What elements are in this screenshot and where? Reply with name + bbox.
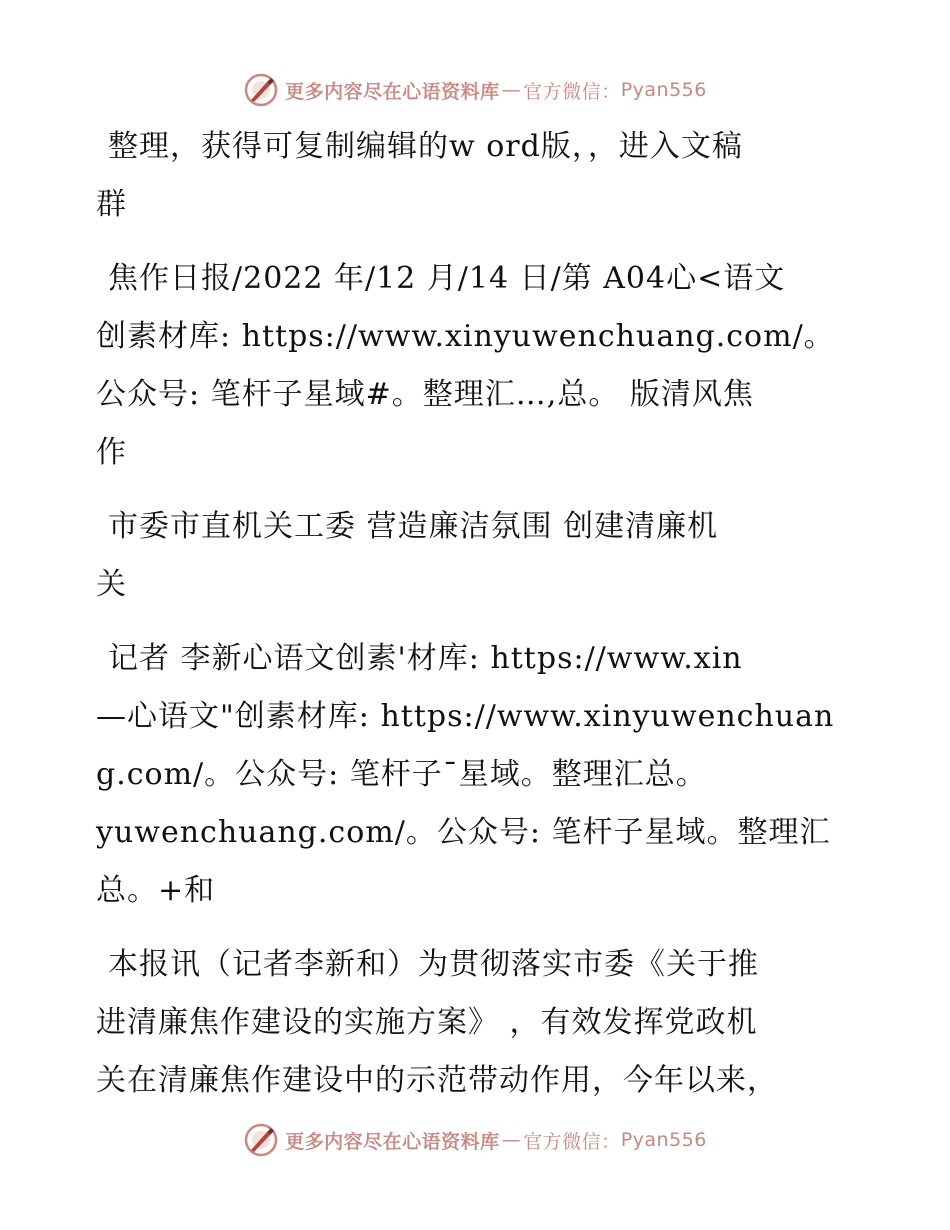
pen-logo-icon — [243, 1122, 279, 1158]
document-body — [96, 118, 856, 1126]
header-watermark — [0, 70, 950, 110]
paragraph-5-text: 本报讯（记者李新和）为贯彻落实市委《关于推 进清廉焦作建设的实施方案》 ，有效发挥党政机 关在清廉焦作建设中的示范带动作用，今年以来， — [96, 947, 778, 1098]
paragraph-3-text: 市委市直机关工委 营造廉洁氛围 创建清廉机 关 — [96, 509, 719, 602]
watermark-separator: — — [501, 79, 522, 101]
paragraph-2 — [96, 250, 856, 482]
paragraph-1-text: 整理，获得可复制编辑的w ord版，，进入文稿 群 — [96, 129, 743, 222]
watermark-text — [285, 1127, 707, 1154]
paragraph-3 — [96, 498, 856, 614]
paragraph-2-text: 焦作日报/2022 年/12 月/14 日/第 A04心<语文 创素材库: https://www.xinyuwenchuang.com/。 公众号: 笔杆子星域#。整理汇…,总。 版清风焦 作 — [96, 261, 835, 470]
watermark-site-text: 更多内容尽在心语资料库 — [285, 80, 500, 103]
watermark-official-text: 官方微信： — [523, 1130, 621, 1153]
watermark-wechat-id: Pyan556 — [620, 1129, 707, 1151]
footer-watermark — [0, 1120, 950, 1160]
watermark-separator: — — [501, 1129, 522, 1151]
paragraph-1 — [96, 118, 856, 234]
paragraph-4-text: 记者 李新心语文创素'材库: https://www.xin —心语文"创素材库: https://www.xinyuwenchuan g.com/。公众号: 笔杆子¯星域。整理汇总。 yuwenchuang.com/。公众号: 笔杆子星域。整理汇 总。+和 — [96, 641, 835, 908]
paragraph-4 — [96, 630, 856, 920]
watermark-wechat-id: Pyan556 — [620, 79, 707, 101]
watermark-official-text: 官方微信： — [523, 80, 621, 103]
watermark-site-text: 更多内容尽在心语资料库 — [285, 1130, 500, 1153]
paragraph-5 — [96, 936, 856, 1110]
pen-logo-icon — [243, 72, 279, 108]
watermark-text — [285, 77, 707, 104]
